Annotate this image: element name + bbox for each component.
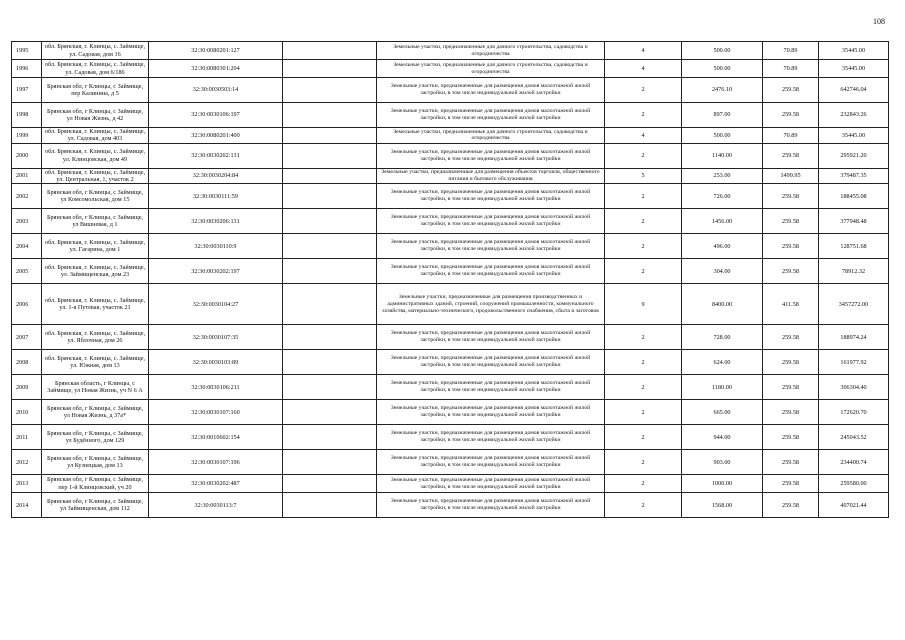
row-number: 1995 (12, 42, 42, 60)
land-use-group-cell: 9 (605, 284, 682, 325)
table-row (12, 325, 889, 350)
cadastral-number-cell: 32:30:0030110:9 (149, 234, 283, 259)
empty-cell (283, 450, 377, 475)
table-body (12, 42, 889, 518)
table-row (12, 184, 889, 209)
empty-cell (283, 400, 377, 425)
table-row (12, 350, 889, 375)
address-cell: Брянская обл, г Клинцы, с Займище, ул Будённого, дом 129 (42, 425, 149, 450)
row-number: 2012 (12, 450, 42, 475)
row-number: 2000 (12, 143, 42, 168)
land-use-cell: Земельные участки, предназначенные для размещения домов малоэтажной жилой застройки, в том числе индивидуальной жилой застройки (377, 325, 605, 350)
area-cell: 1180.00 (682, 375, 763, 400)
cadastral-number-cell: 32:30:0030113:7 (149, 493, 283, 518)
land-use-group-cell: 2 (605, 375, 682, 400)
land-use-group-cell: 2 (605, 350, 682, 375)
empty-cell (283, 143, 377, 168)
empty-cell (283, 375, 377, 400)
address-cell: Брянская область, г Клинцы, с Займище, ул Новая Жизнь, уч N 6 А (42, 375, 149, 400)
address-cell: Брянская обл, г Клинцы, с Займище, ул Новая Жизнь, д 37а* (42, 400, 149, 425)
table-row (12, 209, 889, 234)
row-number: 2002 (12, 184, 42, 209)
row-number: 2009 (12, 375, 42, 400)
land-use-cell: Земельные участки, предназначенные для размещения домов малоэтажной жилой застройки, в том числе индивидуальной жилой застройки (377, 493, 605, 518)
table-row (12, 450, 889, 475)
address-cell: обл. Брянская, г. Клинцы, с. Займище, ул. Южная, дом 13 (42, 350, 149, 375)
land-use-cell: Земельные участки, предназначенные для размещения домов малоэтажной жилой застройки, в том числе индивидуальной жилой застройки (377, 143, 605, 168)
specific-value-cell: 259.58 (763, 209, 819, 234)
cadastral-value-cell: 407021.44 (819, 493, 889, 518)
cadastral-value-cell: 188455.08 (819, 184, 889, 209)
cadastral-number-cell: 32:30:0080201:400 (149, 128, 283, 144)
specific-value-cell: 259.58 (763, 184, 819, 209)
land-use-cell: Земельные участки, предназначенные для размещения домов малоэтажной жилой застройки, в том числе индивидуальной жилой застройки (377, 475, 605, 493)
cadastral-value-cell: 245043.52 (819, 425, 889, 450)
address-cell: Брянская обл, г Клинцы, с Займище, пер 1-й Клинцовский, уч 20 (42, 475, 149, 493)
row-number: 2006 (12, 284, 42, 325)
row-number: 1999 (12, 128, 42, 144)
row-number: 2004 (12, 234, 42, 259)
land-use-cell: Земельные участки, предназначенные для дачного строительства, садоводства и огородничества (377, 42, 605, 60)
empty-cell (283, 475, 377, 493)
cadastral-number-cell: 32:30:0030202:197 (149, 259, 283, 284)
cadastral-value-cell: 295921.20 (819, 143, 889, 168)
empty-cell (283, 284, 377, 325)
cadastral-value-cell: 172620.70 (819, 400, 889, 425)
cadastral-value-cell: 259580.00 (819, 475, 889, 493)
area-cell: 728.00 (682, 325, 763, 350)
empty-cell (283, 425, 377, 450)
cadastral-value-cell: 161977.92 (819, 350, 889, 375)
empty-cell (283, 209, 377, 234)
empty-cell (283, 60, 377, 78)
cadastral-value-cell: 35445.00 (819, 128, 889, 144)
land-use-group-cell: 2 (605, 475, 682, 493)
empty-cell (283, 350, 377, 375)
cadastral-value-cell: 35445.00 (819, 60, 889, 78)
table-row (12, 143, 889, 168)
cadastral-number-cell: 32:30:0030107:196 (149, 450, 283, 475)
address-cell: обл. Брянская, г. Клинцы, с. Займище, ул. Садовая, дом 16 (42, 42, 149, 60)
row-number: 2003 (12, 209, 42, 234)
empty-cell (283, 168, 377, 184)
table-row (12, 78, 889, 103)
cadastral-number-cell: 32:30:0030106:211 (149, 375, 283, 400)
area-cell: 496.00 (682, 234, 763, 259)
specific-value-cell: 259.58 (763, 103, 819, 128)
table-row (12, 60, 889, 78)
cadastral-number-cell: 32:30:0010602:154 (149, 425, 283, 450)
row-number: 2010 (12, 400, 42, 425)
area-cell: 8400.00 (682, 284, 763, 325)
empty-cell (283, 493, 377, 518)
page-number: 108 (873, 17, 885, 26)
row-number: 2008 (12, 350, 42, 375)
cadastral-number-cell: 32:30:0030104:27 (149, 284, 283, 325)
row-number: 2011 (12, 425, 42, 450)
land-use-group-cell: 2 (605, 78, 682, 103)
table-row (12, 475, 889, 493)
cadastral-value-cell: 78912.32 (819, 259, 889, 284)
address-cell: обл. Брянская, г. Клинцы, с. Займище, ул. Займищенская, дом 23 (42, 259, 149, 284)
land-use-group-cell: 5 (605, 168, 682, 184)
address-cell: Брянская обл, г Клинцы, с Займище, ул Кузнецкая, дом 13 (42, 450, 149, 475)
address-cell: обл. Брянская, г. Клинцы, с. Займище, ул. Садовая, дом 403 (42, 128, 149, 144)
table-row (12, 425, 889, 450)
address-cell: Брянская обл, г Клинцы, с Займище, ул Вишневая, д 1 (42, 209, 149, 234)
specific-value-cell: 1499.95 (763, 168, 819, 184)
table-row (12, 128, 889, 144)
land-use-cell: Земельные участки, предназначенные для размещения домов малоэтажной жилой застройки, в том числе индивидуальной жилой застройки (377, 184, 605, 209)
empty-cell (283, 184, 377, 209)
row-number: 1997 (12, 78, 42, 103)
land-use-cell: Земельные участки, предназначенные для размещения домов малоэтажной жилой застройки, в том числе индивидуальной жилой застройки (377, 209, 605, 234)
area-cell: 500.00 (682, 60, 763, 78)
land-use-cell: Земельные участки, предназначенные для дачного строительства, садоводства и огородничества (377, 128, 605, 144)
specific-value-cell: 70.89 (763, 60, 819, 78)
row-number: 2001 (12, 168, 42, 184)
empty-cell (283, 325, 377, 350)
specific-value-cell: 259.58 (763, 350, 819, 375)
land-use-cell: Земельные участки, предназначенные для размещения домов малоэтажной жилой застройки, в том числе индивидуальной жилой застройки (377, 78, 605, 103)
cadastral-number-cell: 32:30:0030202:487 (149, 475, 283, 493)
specific-value-cell: 259.58 (763, 325, 819, 350)
empty-cell (283, 259, 377, 284)
empty-cell (283, 128, 377, 144)
cadastral-number-cell: 32:30:0030111:59 (149, 184, 283, 209)
specific-value-cell: 259.58 (763, 234, 819, 259)
area-cell: 1568.00 (682, 493, 763, 518)
land-use-group-cell: 2 (605, 234, 682, 259)
land-use-cell: Земельные участки, предназначенные для размещения домов малоэтажной жилой застройки, в том числе индивидуальной жилой застройки (377, 259, 605, 284)
area-cell: 903.00 (682, 450, 763, 475)
table-row (12, 284, 889, 325)
area-cell: 253.00 (682, 168, 763, 184)
specific-value-cell: 259.58 (763, 450, 819, 475)
cadastral-value-cell: 35445.00 (819, 42, 889, 60)
cadastral-value-cell: 232843.26 (819, 103, 889, 128)
land-use-group-cell: 4 (605, 42, 682, 60)
specific-value-cell: 259.58 (763, 259, 819, 284)
land-use-cell: Земельные участки, предназначенные для размещения домов малоэтажной жилой застройки, в том числе индивидуальной жилой застройки (377, 350, 605, 375)
table-row (12, 168, 889, 184)
table-row (12, 493, 889, 518)
area-cell: 897.00 (682, 103, 763, 128)
land-use-cell: Земельные участки, предназначенные для размещения домов малоэтажной жилой застройки, в том числе индивидуальной жилой застройки (377, 400, 605, 425)
address-cell: обл. Брянская, г. Клинцы, с. Займище, ул. Яблочная, дом 26 (42, 325, 149, 350)
cadastral-number-cell: 32:30:0080301:204 (149, 60, 283, 78)
area-cell: 2476.10 (682, 78, 763, 103)
empty-cell (283, 234, 377, 259)
cadastral-number-cell: 32:30:0030204:84 (149, 168, 283, 184)
cadastral-number-cell: 32:30:0030106:197 (149, 103, 283, 128)
land-use-group-cell: 2 (605, 103, 682, 128)
cadastral-value-cell: 379487.35 (819, 168, 889, 184)
land-use-group-cell: 2 (605, 209, 682, 234)
cadastral-number-cell: 32:30:0030107:160 (149, 400, 283, 425)
land-use-cell: Земельные участки, предназначенные для размещения объектов торговли, общественного питания и бытового обслуживания (377, 168, 605, 184)
table-row (12, 234, 889, 259)
table-row (12, 42, 889, 60)
specific-value-cell: 259.58 (763, 375, 819, 400)
land-use-cell: Земельные участки, предназначенные для размещения домов малоэтажной жилой застройки, в том числе индивидуальной жилой застройки (377, 375, 605, 400)
empty-cell (283, 78, 377, 103)
specific-value-cell: 259.58 (763, 493, 819, 518)
cadastral-value-cell: 128751.68 (819, 234, 889, 259)
land-use-group-cell: 4 (605, 128, 682, 144)
land-use-group-cell: 2 (605, 325, 682, 350)
area-cell: 500.00 (682, 42, 763, 60)
empty-cell (283, 42, 377, 60)
cadastral-value-cell: 306304.40 (819, 375, 889, 400)
land-use-cell: Земельные участки, предназначенные для размещения домов малоэтажной жилой застройки, в том числе индивидуальной жилой застройки (377, 234, 605, 259)
specific-value-cell: 411.58 (763, 284, 819, 325)
cadastral-number-cell: 32:30:0030206:131 (149, 209, 283, 234)
land-use-group-cell: 2 (605, 143, 682, 168)
address-cell: Брянская обл, г Клинцы, с Займище, пер Калинина, д 5 (42, 78, 149, 103)
cadastral-value-cell: 188974.24 (819, 325, 889, 350)
land-use-group-cell: 2 (605, 259, 682, 284)
cadastral-value-cell: 234400.74 (819, 450, 889, 475)
area-cell: 304.00 (682, 259, 763, 284)
land-use-cell: Земельные участки, предназначенные для размещения домов малоэтажной жилой застройки, в том числе индивидуальной жилой застройки (377, 425, 605, 450)
area-cell: 1456.00 (682, 209, 763, 234)
area-cell: 665.00 (682, 400, 763, 425)
cadastral-value-cell: 377948.48 (819, 209, 889, 234)
cadastral-number-cell: 32:30:0030202:131 (149, 143, 283, 168)
cadastral-value-cell: 3457272.00 (819, 284, 889, 325)
address-cell: Брянская обл, г Клинцы, с Займище, ул Новая Жизнь, д 42 (42, 103, 149, 128)
row-number: 2005 (12, 259, 42, 284)
specific-value-cell: 259.58 (763, 400, 819, 425)
table-row (12, 103, 889, 128)
table-row (12, 400, 889, 425)
address-cell: обл. Брянская, г. Клинцы, с. Займище, ул. 1-я Путевая, участок 21 (42, 284, 149, 325)
table-row (12, 375, 889, 400)
row-number: 2007 (12, 325, 42, 350)
area-cell: 624.00 (682, 350, 763, 375)
cadastral-number-cell: 32:30:0030107:35 (149, 325, 283, 350)
address-cell: обл. Брянская, г. Клинцы, с. Займище, ул. Центральная, 1, участок 2 (42, 168, 149, 184)
row-number: 2013 (12, 475, 42, 493)
area-cell: 726.00 (682, 184, 763, 209)
land-use-group-cell: 2 (605, 493, 682, 518)
cadastral-number-cell: 32:30:0030103:89 (149, 350, 283, 375)
specific-value-cell: 259.58 (763, 143, 819, 168)
specific-value-cell: 70.89 (763, 128, 819, 144)
address-cell: Брянская обл, г Клинцы, с Займище, ул Комсомольская, дом 15 (42, 184, 149, 209)
address-cell: обл. Брянская, г. Клинцы, с. Займище, ул. Садовая, дом 6/186 (42, 60, 149, 78)
land-use-cell: Земельные участки, предназначенные для дачного строительства, садоводства и огородничества (377, 60, 605, 78)
area-cell: 944.00 (682, 425, 763, 450)
table-row (12, 259, 889, 284)
cadastral-value-cell: 642746.04 (819, 78, 889, 103)
land-use-group-cell: 2 (605, 425, 682, 450)
land-use-group-cell: 2 (605, 450, 682, 475)
specific-value-cell: 259.58 (763, 78, 819, 103)
empty-cell (283, 103, 377, 128)
land-use-cell: Земельные участки, предназначенные для размещения производственных и административных зданий, строений, сооружений промышленности, коммунального хозяйства, материально-технического, продовольственного снабжения, сбыта и заготовок (377, 284, 605, 325)
cadastral-number-cell: 32:30:0030503:14 (149, 78, 283, 103)
specific-value-cell: 70.89 (763, 42, 819, 60)
land-use-group-cell: 4 (605, 60, 682, 78)
specific-value-cell: 259.58 (763, 425, 819, 450)
land-use-cell: Земельные участки, предназначенные для размещения домов малоэтажной жилой застройки, в том числе индивидуальной жилой застройки (377, 450, 605, 475)
cadastral-value-table (11, 41, 889, 518)
land-use-group-cell: 2 (605, 400, 682, 425)
area-cell: 1000.00 (682, 475, 763, 493)
address-cell: Брянская обл, г Клинцы, с Займище, ул Займищенская, дом 112 (42, 493, 149, 518)
address-cell: обл. Брянская, г. Клинцы, с. Займище, ул. Клинцовская, дом 49 (42, 143, 149, 168)
row-number: 2014 (12, 493, 42, 518)
area-cell: 1140.00 (682, 143, 763, 168)
cadastral-number-cell: 32:30:0080201:127 (149, 42, 283, 60)
specific-value-cell: 259.58 (763, 475, 819, 493)
land-use-group-cell: 2 (605, 184, 682, 209)
land-use-cell: Земельные участки, предназначенные для размещения домов малоэтажной жилой застройки, в том числе индивидуальной жилой застройки (377, 103, 605, 128)
area-cell: 500.00 (682, 128, 763, 144)
row-number: 1996 (12, 60, 42, 78)
address-cell: обл. Брянская, г. Клинцы, с. Займище, ул. Гагарина, дом 1 (42, 234, 149, 259)
row-number: 1998 (12, 103, 42, 128)
